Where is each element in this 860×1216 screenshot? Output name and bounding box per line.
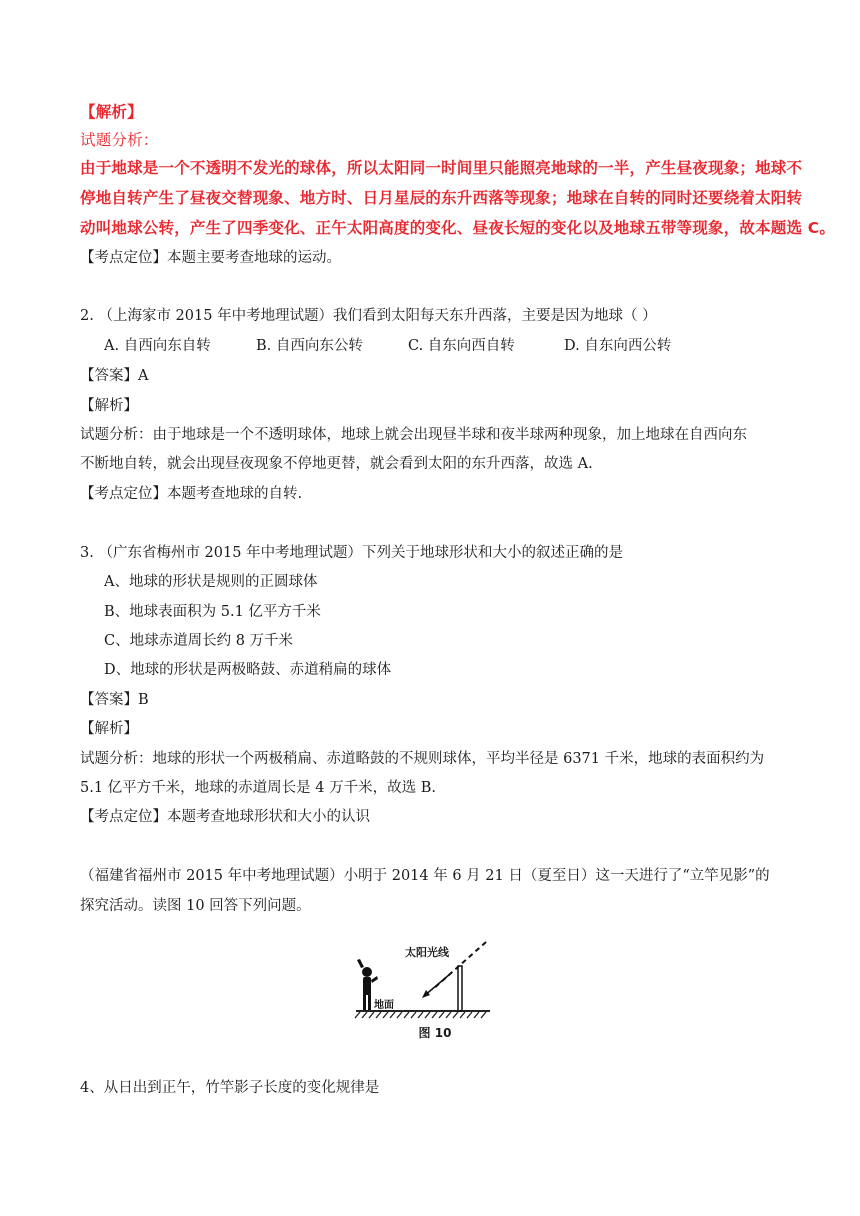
ground-hatching xyxy=(355,1012,486,1018)
analysis-header: 【解析】 xyxy=(80,398,138,414)
option-a: A、地球的形状是规则的正圆球体 xyxy=(104,574,318,590)
option-c: C. 自东向西自转 xyxy=(408,338,515,354)
option-b: B. 自西向东公转 xyxy=(256,338,363,354)
analysis-line-2: 5.1 亿平方千米，地球的赤道周长是 4 万千米，故选 B. xyxy=(80,780,436,796)
option-d: D. 自东向西公转 xyxy=(564,338,672,354)
key-point: 【考点定位】本题主要考查地球的运动。 xyxy=(80,250,341,266)
analysis-line-2: 停地自转产生了昼夜交替现象、地方时、日月星辰的东升西落等现象；地球在自转的同时还要绕着太阳转 xyxy=(80,189,803,207)
analysis-line-1: 试题分析：由于地球是一个不透明球体，地球上就会出现昼半球和夜半球两种现象，加上地球在自西向东 xyxy=(80,427,747,443)
intro-line-1: （福建省福州市 2015 年中考地理试题）小明于 2014 年 6 月 21 日（夏至日）这一天进行了“立竿见影”的 xyxy=(80,868,770,884)
ground-label: 地面 xyxy=(374,1000,394,1011)
option-d: D、地球的形状是两极略鼓、赤道稍扁的球体 xyxy=(104,662,392,678)
question-2-stem: 2. （上海家市 2015 年中考地理试题）我们看到太阳每天东升西落，主要是因为地球（ ） xyxy=(80,308,657,324)
question-2-options xyxy=(104,336,804,356)
option-a: A. 自西向东自转 xyxy=(104,338,211,354)
analysis-line-1: 由于地球是一个不透明不发光的球体，所以太阳同一时间里只能照亮地球的一半，产生昼夜现象；地球不 xyxy=(80,159,803,177)
answer: 【答案】A xyxy=(80,368,149,384)
question-3-stem: 3. （广东省梅州市 2015 年中考地理试题）下列关于地球形状和大小的叙述正确的是 xyxy=(80,545,624,561)
analysis-header: 【解析】 xyxy=(80,103,143,121)
analysis-label: 试题分析： xyxy=(80,131,159,149)
option-b: B、地球表面积为 5.1 亿平方千米 xyxy=(104,604,321,620)
analysis-line-3: 动叫地球公转，产生了四季变化、正午太阳高度的变化、昼夜长短的变化以及地球五带等现象，故本题选 C。 xyxy=(80,219,836,237)
key-point: 【考点定位】本题考查地球形状和大小的认识 xyxy=(80,809,370,825)
analysis-header: 【解析】 xyxy=(80,721,138,737)
question-4-stem: 4、从日出到正午，竹竿影子长度的变化规律是 xyxy=(80,1080,380,1096)
sun-ray-label: 太阳光线 xyxy=(405,946,449,959)
bamboo-pole xyxy=(458,966,462,1011)
figure-caption: 图 10 xyxy=(418,1026,452,1040)
key-point: 【考点定位】本题考查地球的自转. xyxy=(80,486,303,502)
analysis-line-2: 不断地自转，就会出现昼夜现象不停地更替，就会看到太阳的东升西落，故选 A. xyxy=(80,456,593,472)
intro-line-2: 探究活动。读图 10 回答下列问题。 xyxy=(80,898,311,914)
answer: 【答案】B xyxy=(80,692,149,708)
option-c: C、地球赤道周长约 8 万千米 xyxy=(104,633,294,649)
analysis-line-1: 试题分析：地球的形状一个两极稍扁、赤道略鼓的不规则球体，平均半径是 6371 千米，地球的表面积约为 xyxy=(80,751,765,767)
